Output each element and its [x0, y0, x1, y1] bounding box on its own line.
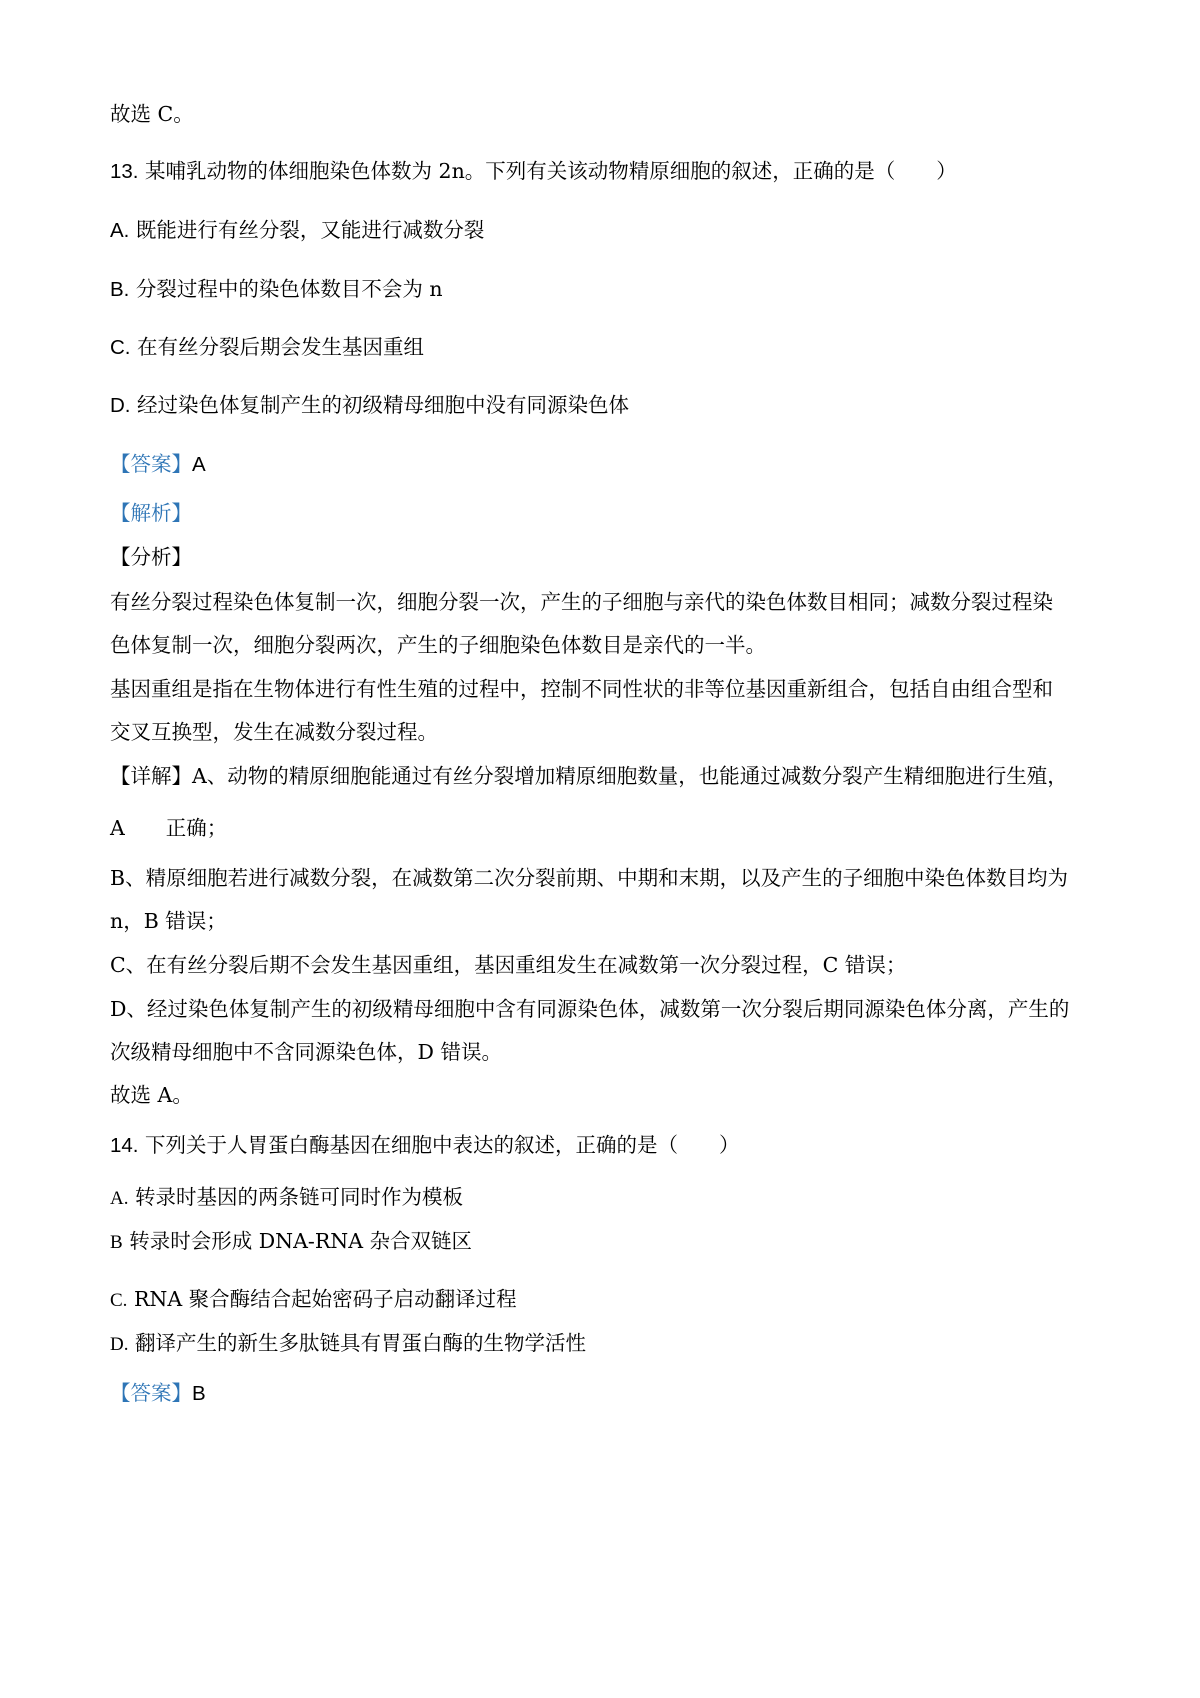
option-text: RNA 聚合酶结合起始密码子启动翻译过程	[133, 1287, 517, 1311]
fenxi-line: 交叉互换型，发生在减数分裂过程。	[110, 720, 438, 744]
fenxi-label: 【分析】	[110, 545, 192, 569]
option-text: 分裂过程中的染色体数目不会为 n	[135, 277, 443, 301]
detail-line: B、精原细胞若进行减数分裂，在减数第二次分裂前期、中期和末期，以及产生的子细胞中染色体数目均为	[110, 866, 1069, 890]
option-text: 转录时基因的两条链可同时作为模板	[135, 1185, 464, 1209]
detail-line: A 正确；	[110, 816, 228, 840]
detail-label: 【详解】	[110, 764, 192, 788]
option-text: 经过染色体复制产生的初级精母细胞中没有同源染色体	[137, 393, 630, 417]
option-letter: C.	[110, 1290, 128, 1311]
option-text: 在有丝分裂后期会发生基因重组	[137, 335, 425, 359]
detail-line: n，B 错误；	[110, 909, 227, 933]
previous-conclusion: 故选 C。	[110, 102, 194, 126]
answer-line	[110, 450, 206, 479]
detail-line: 次级精母细胞中不含同源染色体，D 错误。	[110, 1040, 502, 1064]
option-letter: A.	[110, 219, 130, 242]
option-b	[110, 275, 443, 304]
option-d	[110, 1329, 586, 1359]
fenxi-line: 色体复制一次，细胞分裂两次，产生的子细胞染色体数目是亲代的一半。	[110, 633, 766, 657]
option-letter: D.	[110, 1334, 129, 1355]
option-text: 翻译产生的新生多肽链具有胃蛋白酶的生物学活性	[135, 1331, 587, 1355]
detail-line	[110, 762, 1068, 790]
option-a	[110, 1183, 463, 1213]
analysis-label: 【解析】	[110, 501, 192, 525]
question-text: 某哺乳动物的体细胞染色体数为 2n。下列有关该动物精原细胞的叙述，正确的是（ ）	[145, 159, 957, 183]
answer-line	[110, 1379, 206, 1408]
answer-value: A	[192, 453, 206, 476]
option-letter: A.	[110, 1188, 129, 1209]
answer-value: B	[192, 1382, 206, 1405]
option-b	[110, 1227, 472, 1257]
fenxi-line: 基因重组是指在生物体进行有性生殖的过程中，控制不同性状的非等位基因重新组合，包括自由组合型和	[110, 677, 1053, 701]
question-number: 13.	[110, 160, 139, 183]
detail-text: A、动物的精原细胞能通过有丝分裂增加精原细胞数量，也能通过减数分裂产生精细胞进行生殖，	[192, 764, 1068, 788]
option-letter: B.	[110, 278, 130, 301]
answer-label: 【答案】	[110, 1381, 192, 1405]
option-letter: D.	[110, 394, 131, 417]
conclusion: 故选 A。	[110, 1083, 193, 1107]
option-text: 转录时会形成 DNA-RNA 杂合双链区	[129, 1229, 473, 1253]
question-text: 下列关于人胃蛋白酶基因在细胞中表达的叙述，正确的是（ ）	[145, 1133, 740, 1157]
fenxi-line: 有丝分裂过程染色体复制一次，细胞分裂一次，产生的子细胞与亲代的染色体数目相同；减数分裂过程染	[110, 590, 1053, 614]
option-text: 既能进行有丝分裂，又能进行减数分裂	[135, 218, 485, 242]
question-number: 14.	[110, 1134, 139, 1157]
option-letter: C.	[110, 336, 131, 359]
option-c	[110, 1285, 517, 1315]
option-a	[110, 216, 484, 245]
detail-line: C、在有丝分裂后期不会发生基因重组，基因重组发生在减数第一次分裂过程，C 错误；	[110, 953, 907, 977]
question-13-stem	[110, 157, 957, 186]
option-c	[110, 333, 424, 362]
question-14-stem	[110, 1131, 740, 1160]
option-letter: B	[110, 1232, 123, 1253]
option-d	[110, 391, 629, 420]
answer-label: 【答案】	[110, 452, 192, 476]
detail-line: D、经过染色体复制产生的初级精母细胞中含有同源染色体，减数第一次分裂后期同源染色体分离，产生的	[110, 997, 1070, 1021]
